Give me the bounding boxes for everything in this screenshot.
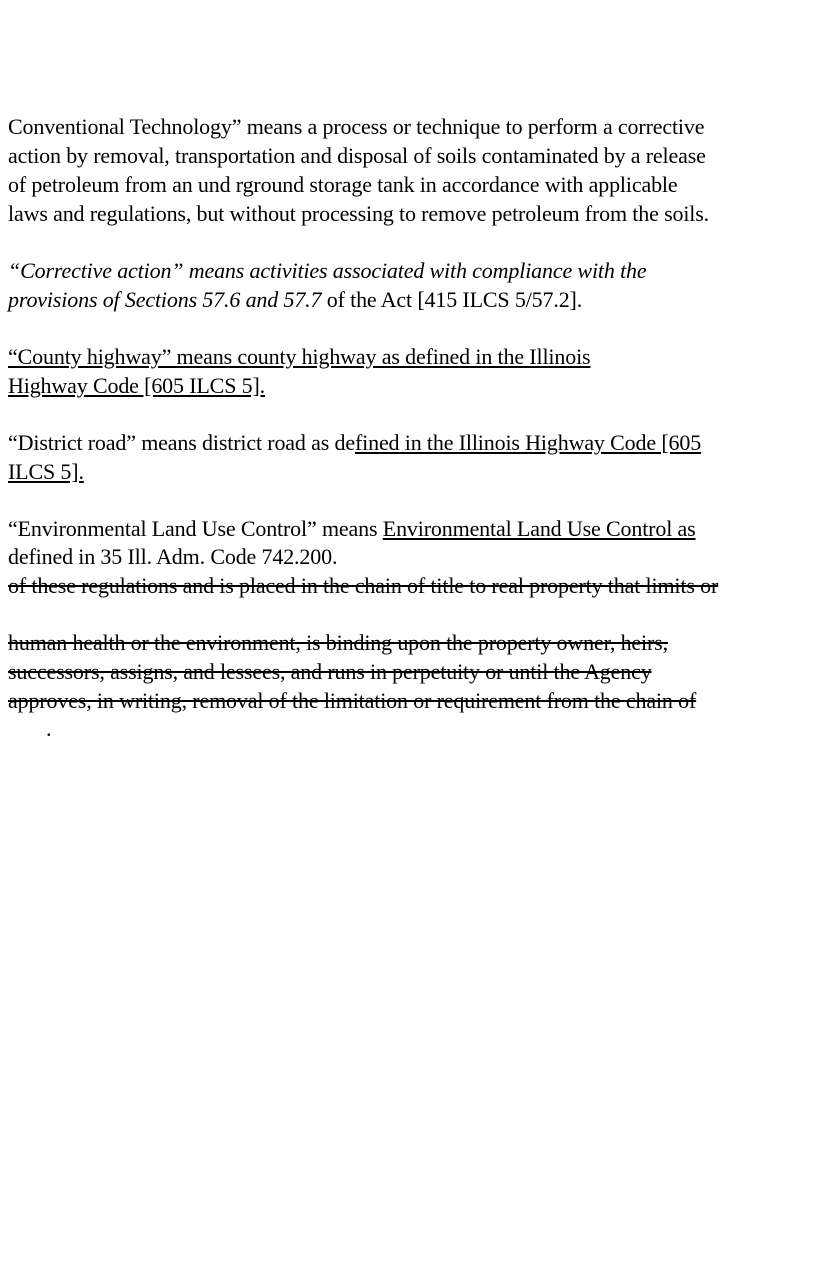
deleted-text-line: approves, in writing, removal of the limitation or requirement from the chain of <box>8 688 697 713</box>
plain-text: “Environmental Land Use Control” means <box>8 516 383 541</box>
plain-text: “District road” means district road as de <box>8 430 355 455</box>
inserted-text-line: ILCS 5]. <box>8 459 84 484</box>
text-line: of petroleum from an und rground storage tank in accordance with applicable <box>8 172 678 197</box>
text-line: “Corrective action” means activities associated with compliance with the <box>8 258 647 283</box>
inserted-text: fined in the Illinois Highway Code [605 <box>354 430 702 455</box>
inserted-text: Environmental Land Use Control as <box>382 516 696 541</box>
text-line <box>8 285 582 314</box>
italic-text: provisions of Sections 57.6 and 57.7 <box>8 287 322 312</box>
deleted-text-line: of these regulations and is placed in the chain of title to real property that limits or <box>8 573 719 598</box>
text-line: action by removal, transportation and disposal of soils contaminated by a release <box>8 143 706 168</box>
citation-text: of the Act [415 ILCS 5/57.2]. <box>321 287 583 312</box>
text-line <box>8 428 701 457</box>
text-line: defined in 35 Ill. Adm. Code 742.200. <box>8 544 338 569</box>
text-line: Conventional Technology” means a process or technique to perform a corrective <box>8 114 705 139</box>
inserted-text-line: Highway Code [605 ILCS 5]. <box>8 373 266 398</box>
text-line: laws and regulations, but without processing to remove petroleum from the soils. <box>8 201 710 226</box>
deleted-text-line: successors, assigns, and lessees, and runs in perpetuity or until the Agency <box>8 659 652 684</box>
trailing-period: . <box>46 716 52 741</box>
text-line <box>8 514 696 543</box>
deleted-text-line: human health or the environment, is binding upon the property owner, heirs, <box>8 630 668 655</box>
inserted-text-line: “County highway” means county highway as defined in the Illinois <box>8 344 591 369</box>
